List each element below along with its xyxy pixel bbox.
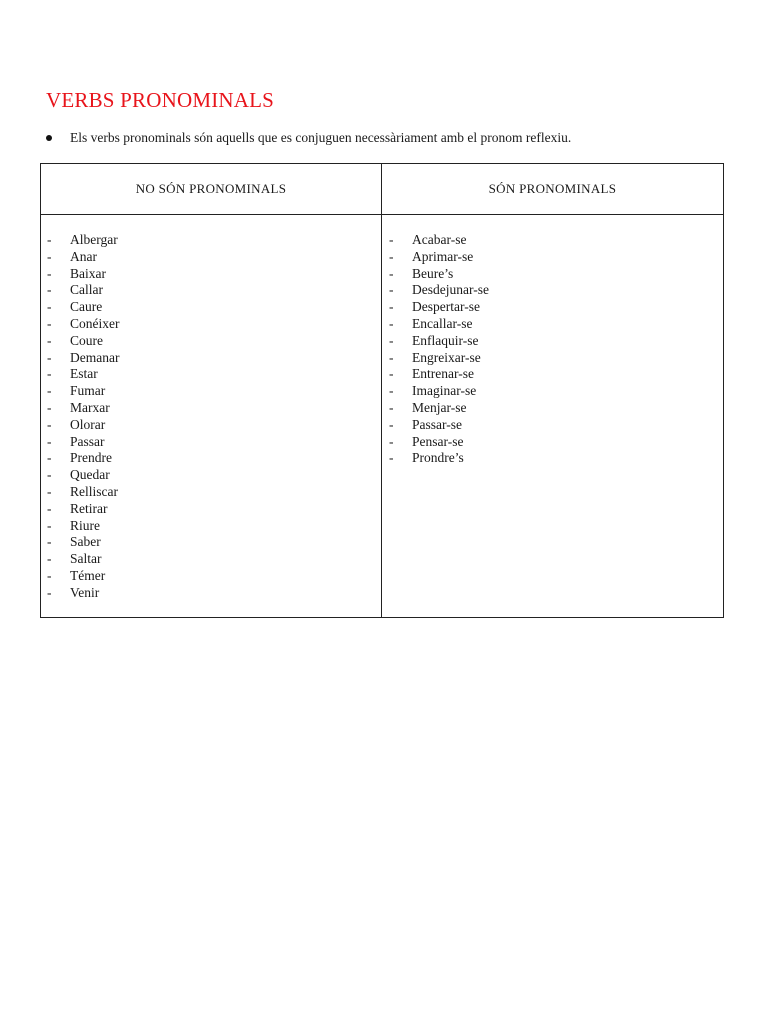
verb-item xyxy=(389,400,489,417)
verb-label: Saltar xyxy=(70,551,102,567)
verb-label: Demanar xyxy=(70,349,120,365)
list-dash: - xyxy=(47,383,52,399)
verb-label: Riure xyxy=(70,517,100,533)
verb-item xyxy=(389,299,489,316)
verb-item xyxy=(47,585,120,602)
list-dash: - xyxy=(47,467,52,483)
no-pronominals-list xyxy=(47,232,120,602)
verb-item xyxy=(47,366,120,383)
verb-label: Albergar xyxy=(70,232,118,247)
verb-label: Témer xyxy=(70,567,106,583)
verb-label: Retirar xyxy=(70,500,108,516)
verb-label: Desdejunar-se xyxy=(412,282,489,298)
verb-item xyxy=(47,417,120,434)
verb-label: Acabar-se xyxy=(412,232,467,247)
verb-item xyxy=(47,299,120,316)
list-dash: - xyxy=(389,366,394,382)
verb-item xyxy=(389,316,489,333)
bullet-icon xyxy=(46,135,52,141)
list-dash: - xyxy=(47,433,52,449)
list-dash: - xyxy=(47,551,52,567)
list-dash: - xyxy=(389,399,394,415)
list-dash: - xyxy=(389,232,394,247)
list-dash: - xyxy=(389,349,394,365)
verb-item xyxy=(47,467,120,484)
verb-item xyxy=(47,534,120,551)
verb-item xyxy=(47,484,120,501)
list-dash: - xyxy=(389,265,394,281)
verb-item xyxy=(47,551,120,568)
verb-label: Anar xyxy=(70,248,97,264)
header-pronominals: SÓN PRONOMINALS xyxy=(488,181,617,196)
list-dash: - xyxy=(47,299,52,315)
verb-label: Pensar-se xyxy=(412,433,464,449)
verb-label: Aprimar-se xyxy=(412,248,474,264)
intro-bullet xyxy=(46,128,571,148)
header-divider xyxy=(41,214,723,215)
verbs-table xyxy=(40,163,724,618)
verb-item xyxy=(47,518,120,535)
verb-label: Engreixar-se xyxy=(412,349,481,365)
list-dash: - xyxy=(389,416,394,432)
verb-item xyxy=(389,366,489,383)
list-dash: - xyxy=(47,282,52,298)
verb-label: Quedar xyxy=(70,467,110,483)
verb-item xyxy=(47,249,120,266)
verb-label: Entrenar-se xyxy=(412,366,474,382)
verb-item xyxy=(47,501,120,518)
verb-label: Despertar-se xyxy=(412,299,480,315)
verb-item xyxy=(389,434,489,451)
verb-label: Encallar-se xyxy=(412,315,473,331)
header-no-pronominals: NO SÓN PRONOMINALS xyxy=(135,181,287,196)
list-dash: - xyxy=(389,433,394,449)
verb-label: Callar xyxy=(70,282,103,298)
verb-label: Conéixer xyxy=(70,315,120,331)
verb-label: Prendre xyxy=(70,450,112,466)
page-title: VERBS PRONOMINALS xyxy=(46,88,275,112)
verb-label: Passar-se xyxy=(412,416,462,432)
verb-label: Coure xyxy=(70,332,103,348)
verb-item xyxy=(389,266,489,283)
verb-label: Beure’s xyxy=(412,265,454,281)
list-dash: - xyxy=(47,483,52,499)
list-dash: - xyxy=(47,416,52,432)
verb-item xyxy=(47,450,120,467)
verb-item xyxy=(47,266,120,283)
verb-item xyxy=(389,383,489,400)
verb-item xyxy=(389,282,489,299)
verb-item xyxy=(47,316,120,333)
verb-item xyxy=(389,350,489,367)
list-dash: - xyxy=(47,366,52,382)
list-dash: - xyxy=(47,500,52,516)
verb-item xyxy=(389,417,489,434)
list-dash: - xyxy=(47,332,52,348)
list-dash: - xyxy=(47,567,52,583)
list-dash: - xyxy=(389,332,394,348)
verb-label: Enflaquir-se xyxy=(412,332,479,348)
verb-item xyxy=(47,400,120,417)
list-dash: - xyxy=(47,349,52,365)
list-dash: - xyxy=(389,383,394,399)
verb-label: Caure xyxy=(70,299,103,315)
verb-label: Saber xyxy=(70,534,101,550)
list-dash: - xyxy=(47,450,52,466)
verb-label: Venir xyxy=(70,584,100,600)
verb-label: Marxar xyxy=(70,399,110,415)
list-dash: - xyxy=(389,315,394,331)
verb-label: Passar xyxy=(70,433,105,449)
verb-item xyxy=(47,282,120,299)
intro-text: Els verbs pronominals són aquells que es conjuguen necessàriament amb el pronom reflexiu. xyxy=(70,130,572,145)
verb-label: Estar xyxy=(70,366,98,382)
list-dash: - xyxy=(389,299,394,315)
pronominals-list xyxy=(389,232,489,467)
list-dash: - xyxy=(47,232,52,247)
verb-item xyxy=(47,434,120,451)
verb-item xyxy=(47,350,120,367)
verb-label: Olorar xyxy=(70,416,106,432)
verb-label: Menjar-se xyxy=(412,399,467,415)
list-dash: - xyxy=(47,248,52,264)
list-dash: - xyxy=(47,399,52,415)
list-dash: - xyxy=(47,315,52,331)
verb-item xyxy=(47,333,120,350)
verb-label: Fumar xyxy=(70,383,106,399)
verb-item xyxy=(389,450,489,467)
verb-item xyxy=(47,383,120,400)
list-dash: - xyxy=(47,584,52,600)
column-divider xyxy=(381,164,382,617)
verb-item xyxy=(47,232,120,249)
list-dash: - xyxy=(389,450,394,466)
list-dash: - xyxy=(389,282,394,298)
verb-item xyxy=(389,333,489,350)
list-dash: - xyxy=(389,248,394,264)
list-dash: - xyxy=(47,534,52,550)
verb-item xyxy=(389,232,489,249)
verb-label: Prondre’s xyxy=(412,450,464,466)
verb-item xyxy=(389,249,489,266)
list-dash: - xyxy=(47,517,52,533)
verb-item xyxy=(47,568,120,585)
verb-label: Relliscar xyxy=(70,483,118,499)
verb-label: Baixar xyxy=(70,265,106,281)
verb-label: Imaginar-se xyxy=(412,383,477,399)
list-dash: - xyxy=(47,265,52,281)
